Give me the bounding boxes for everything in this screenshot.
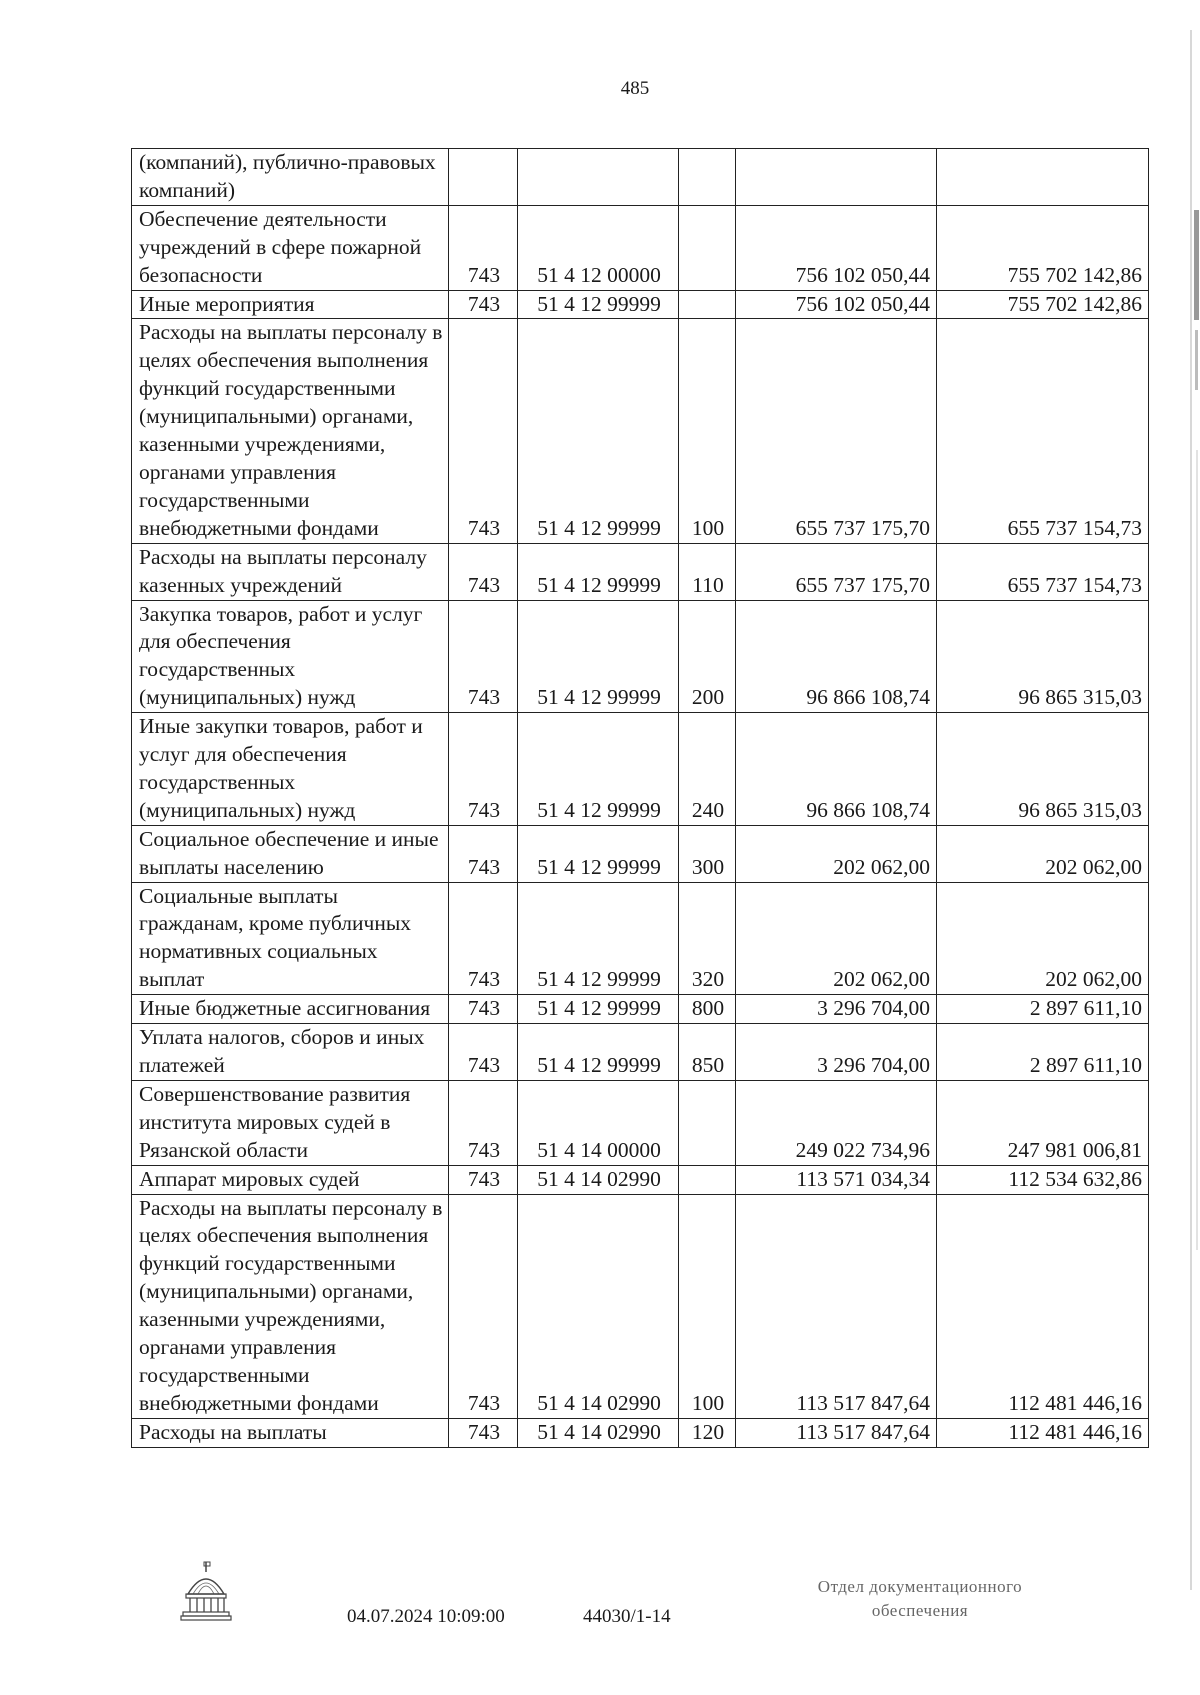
row-sum-approved: 3 296 704,00 [736, 995, 937, 1024]
table-row [132, 1024, 1149, 1081]
table-row [132, 290, 1149, 319]
row-name: Совершенствование развития института мировых судей в Рязанской области [132, 1080, 449, 1165]
row-expense-type: 800 [679, 995, 736, 1024]
row-sum-approved: 249 022 734,96 [736, 1080, 937, 1165]
row-name: Аппарат мировых судей [132, 1165, 449, 1194]
row-target-code: 51 4 12 99999 [518, 713, 679, 826]
row-grbs-code: 743 [449, 1080, 518, 1165]
row-grbs-code: 743 [449, 713, 518, 826]
row-name: Иные бюджетные ассигнования [132, 995, 449, 1024]
row-target-code: 51 4 12 00000 [518, 205, 679, 290]
row-sum-executed: 755 702 142,86 [937, 205, 1149, 290]
row-sum-approved: 655 737 175,70 [736, 319, 937, 543]
footer-department-stamp [770, 1575, 1070, 1623]
scan-edge-artifact [1188, 30, 1200, 1590]
row-grbs-code: 743 [449, 1024, 518, 1081]
row-sum-executed: 112 481 446,16 [937, 1418, 1149, 1447]
row-expense-type: 100 [679, 1194, 736, 1418]
row-target-code: 51 4 14 00000 [518, 1080, 679, 1165]
row-name: (компаний), публично-правовых компаний) [132, 149, 449, 206]
row-target-code: 51 4 12 99999 [518, 882, 679, 995]
row-sum-approved: 113 571 034,34 [736, 1165, 937, 1194]
row-sum-approved: 202 062,00 [736, 882, 937, 995]
table-row [132, 995, 1149, 1024]
row-sum-approved [736, 149, 937, 206]
row-grbs-code: 743 [449, 543, 518, 600]
table-row [132, 205, 1149, 290]
row-target-code: 51 4 14 02990 [518, 1418, 679, 1447]
row-sum-approved: 756 102 050,44 [736, 290, 937, 319]
table-row [132, 713, 1149, 826]
row-grbs-code [449, 149, 518, 206]
row-target-code: 51 4 14 02990 [518, 1194, 679, 1418]
row-name: Закупка товаров, работ и услуг для обеспечения государственных (муниципальных) нужд [132, 600, 449, 713]
table-row [132, 1080, 1149, 1165]
budget-table-body [132, 149, 1149, 1448]
page-number: 485 [620, 78, 650, 99]
row-name: Социальные выплаты гражданам, кроме публичных нормативных социальных выплат [132, 882, 449, 995]
row-expense-type: 200 [679, 600, 736, 713]
row-expense-type [679, 205, 736, 290]
row-sum-approved: 96 866 108,74 [736, 600, 937, 713]
row-expense-type: 100 [679, 319, 736, 543]
row-expense-type [679, 1080, 736, 1165]
row-sum-executed: 655 737 154,73 [937, 543, 1149, 600]
row-sum-approved: 113 517 847,64 [736, 1194, 937, 1418]
row-sum-executed: 655 737 154,73 [937, 319, 1149, 543]
row-sum-approved: 202 062,00 [736, 825, 937, 882]
row-sum-executed: 112 534 632,86 [937, 1165, 1149, 1194]
row-grbs-code: 743 [449, 319, 518, 543]
row-sum-approved: 756 102 050,44 [736, 205, 937, 290]
row-target-code: 51 4 12 99999 [518, 825, 679, 882]
row-target-code: 51 4 12 99999 [518, 600, 679, 713]
table-row [132, 1165, 1149, 1194]
row-grbs-code: 743 [449, 1165, 518, 1194]
row-sum-executed: 247 981 006,81 [937, 1080, 1149, 1165]
row-target-code: 51 4 12 99999 [518, 319, 679, 543]
row-name: Социальное обеспечение и иные выплаты населению [132, 825, 449, 882]
row-sum-approved: 113 517 847,64 [736, 1418, 937, 1447]
row-target-code: 51 4 12 99999 [518, 995, 679, 1024]
table-row [132, 825, 1149, 882]
row-target-code: 51 4 12 99999 [518, 543, 679, 600]
row-sum-executed: 2 897 611,10 [937, 995, 1149, 1024]
row-name: Иные закупки товаров, работ и услуг для обеспечения государственных (муниципальных) нужд [132, 713, 449, 826]
row-expense-type: 120 [679, 1418, 736, 1447]
row-expense-type: 320 [679, 882, 736, 995]
row-name: Расходы на выплаты персоналу в целях обеспечения выполнения функций государственными (муниципальными) органами, казенными учреждениями, органами управления государственными внебюджетными фондами [132, 1194, 449, 1418]
row-name: Расходы на выплаты персоналу казенных учреждений [132, 543, 449, 600]
government-building-emblem-icon [180, 1560, 232, 1622]
table-row [132, 149, 1149, 206]
row-sum-executed: 96 865 315,03 [937, 713, 1149, 826]
row-target-code: 51 4 14 02990 [518, 1165, 679, 1194]
row-grbs-code: 743 [449, 1194, 518, 1418]
row-expense-type: 300 [679, 825, 736, 882]
row-expense-type: 240 [679, 713, 736, 826]
table-row [132, 1418, 1149, 1447]
footer-dept-line2: обеспечения [871, 1601, 969, 1620]
footer-doc-number: 44030/1-14 [583, 1606, 671, 1627]
footer-datetime: 04.07.2024 10:09:00 [347, 1606, 505, 1627]
row-sum-approved: 96 866 108,74 [736, 713, 937, 826]
row-sum-executed: 202 062,00 [937, 882, 1149, 995]
row-sum-approved: 3 296 704,00 [736, 1024, 937, 1081]
footer-dept-line1: Отдел документационного [817, 1577, 1023, 1596]
row-grbs-code: 743 [449, 882, 518, 995]
row-expense-type [679, 1165, 736, 1194]
row-name: Уплата налогов, сборов и иных платежей [132, 1024, 449, 1081]
row-name: Расходы на выплаты персоналу в целях обеспечения выполнения функций государственными (муниципальными) органами, казенными учреждениями, органами управления государственными внебюджетными фондами [132, 319, 449, 543]
row-sum-executed [937, 149, 1149, 206]
row-sum-executed: 202 062,00 [937, 825, 1149, 882]
budget-table [131, 148, 1149, 1448]
row-sum-executed: 112 481 446,16 [937, 1194, 1149, 1418]
table-row [132, 319, 1149, 543]
table-row [132, 543, 1149, 600]
row-expense-type [679, 149, 736, 206]
row-target-code: 51 4 12 99999 [518, 1024, 679, 1081]
row-sum-executed: 2 897 611,10 [937, 1024, 1149, 1081]
row-sum-executed: 96 865 315,03 [937, 600, 1149, 713]
row-name: Обеспечение деятельности учреждений в сфере пожарной безопасности [132, 205, 449, 290]
row-grbs-code: 743 [449, 205, 518, 290]
row-target-code: 51 4 12 99999 [518, 290, 679, 319]
row-name: Расходы на выплаты [132, 1418, 449, 1447]
row-grbs-code: 743 [449, 825, 518, 882]
row-name: Иные мероприятия [132, 290, 449, 319]
row-expense-type: 850 [679, 1024, 736, 1081]
row-grbs-code: 743 [449, 1418, 518, 1447]
row-grbs-code: 743 [449, 290, 518, 319]
table-row [132, 1194, 1149, 1418]
row-sum-approved: 655 737 175,70 [736, 543, 937, 600]
row-sum-executed: 755 702 142,86 [937, 290, 1149, 319]
row-target-code [518, 149, 679, 206]
row-expense-type [679, 290, 736, 319]
row-expense-type: 110 [679, 543, 736, 600]
row-grbs-code: 743 [449, 600, 518, 713]
table-row [132, 882, 1149, 995]
row-grbs-code: 743 [449, 995, 518, 1024]
table-row [132, 600, 1149, 713]
